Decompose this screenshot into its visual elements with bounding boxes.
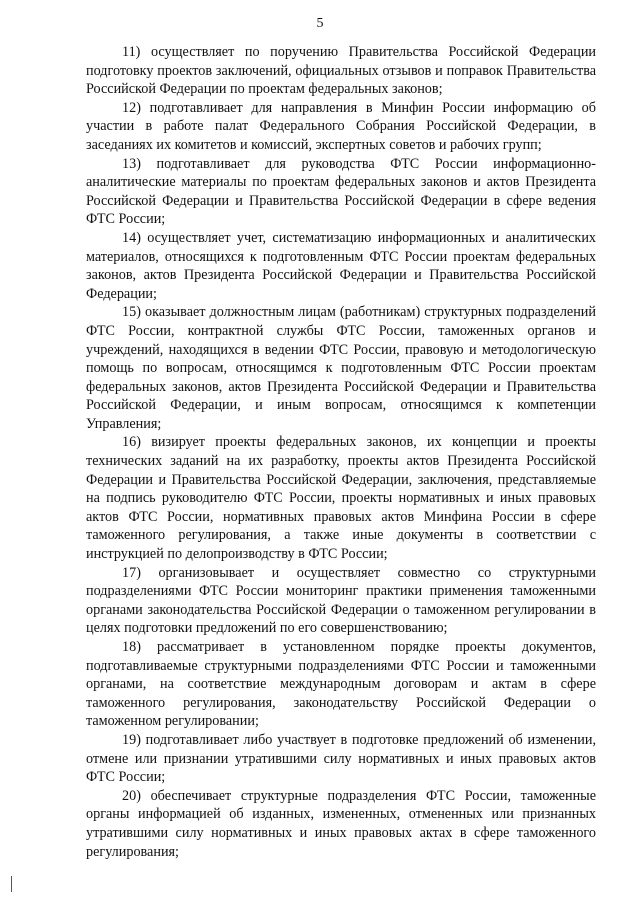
paragraph-16: 16) визирует проекты федеральных законов, их концепции и проекты технических заданий на их разработку, проекты актов Президента Российской Федерации и Правительства Российской Федерации, заключения, представляемые на подпись руководителю ФТС России, проекты нормативных и иных правовых актов ФТС России, нормативных правовых актов Минфина России в сфере таможенного регулирования, а также иные документы в соответствии с инструкцией по делопроизводству в ФТС России;	[86, 434, 596, 563]
paragraph-13: 13) подготавливает для руководства ФТС России информационно-аналитические материалы по проектам федеральных законов и актов Президента Российской Федерации и Правительства Российской Федерации в сфере ведения ФТС России;	[86, 155, 596, 228]
paragraph-18: 18) рассматривает в установленном порядке проекты документов, подготавливаемые структурными подразделениями ФТС России и таможенными органами, на соответствие международным договорам и актам в сфере таможенного регулирования, законодательству Российской Федерации о таможенном регулировании;	[86, 639, 596, 730]
paragraph-20: 20) обеспечивает структурные подразделения ФТС России, таможенные органы информацией об изданных, измененных, отмененных или признанных утратившими силу нормативных и иных правовых актах в сфере таможенного регулирования;	[86, 787, 596, 860]
paragraph-17: 17) организовывает и осуществляет совместно со структурными подразделениями ФТС России мониторинг практики применения таможенными органами законодательства Российской Федерации о таможенном регулировании в целях подготовки предложений по его совершенствованию;	[86, 564, 596, 637]
scan-margin-mark	[11, 876, 12, 892]
paragraph-11: 11) осуществляет по поручению Правительства Российской Федерации подготовку проектов заключений, официальных отзывов и поправок Правительства Российской Федерации по проектам федеральных законов;	[86, 44, 596, 98]
paragraph-14: 14) осуществляет учет, систематизацию информационных и аналитических материалов, относящихся к подготовленным ФТС России проектам федеральных законов, актов Президента Российской Федерации и Правительства Российской Федерации;	[86, 229, 596, 302]
document-body	[86, 43, 596, 861]
paragraph-12: 12) подготавливает для направления в Минфин России информацию об участии в работе палат Федерального Собрания Российской Федерации, в заседаниях их комитетов и комиссий, экспертных советов и рабочих групп;	[86, 99, 596, 153]
page-number: 5	[316, 16, 324, 31]
paragraph-15: 15) оказывает должностным лицам (работникам) структурных подразделений ФТС России, контрактной службы ФТС России, таможенных органов и учреждений, находящихся в ведении ФТС России, правовую и методологическую помощь по вопросам, относящимся к подготовленным ФТС России проектам федеральных законов, актов Президента Российской Федерации и Правительства Российской Федерации, и иным вопросам, относящимся к компетенции Управления;	[86, 304, 596, 432]
paragraph-19: 19) подготавливает либо участвует в подготовке предложений об изменении, отмене или признании утратившими силу нормативных и иных правовых актов ФТС России;	[86, 731, 596, 786]
